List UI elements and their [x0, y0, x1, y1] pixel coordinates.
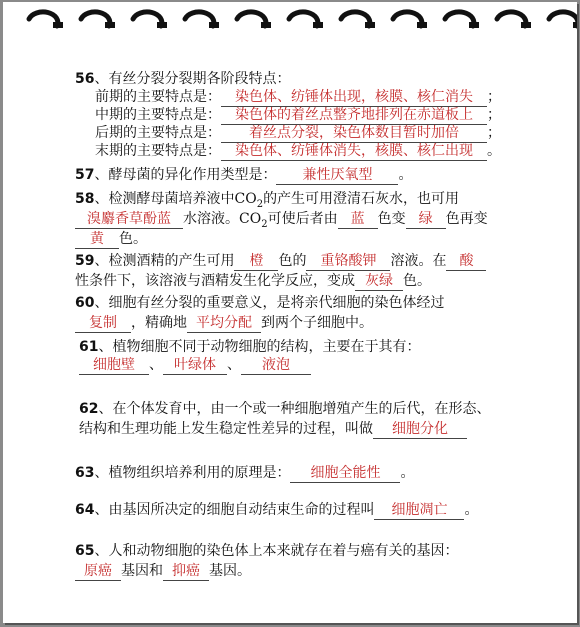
q59-line2: 性条件下，该溶液与酒精发生化学反应，变成 灰绿 色。: [75, 273, 431, 289]
q65-line1: 65、人和动物细胞的染色体上本来就存在着与癌有关的基因：: [75, 543, 459, 559]
binding-ring: [493, 6, 533, 32]
answer-q59-3: 酸: [446, 253, 486, 271]
binding-ring: [337, 6, 377, 32]
q58-line2: 溴麝香草酚蓝 水溶液。$CO_2$可使后者由 蓝 色变 绿 色再变: [75, 210, 488, 229]
binding-ring: [441, 6, 481, 32]
answer-q63: 细胞全能性: [290, 465, 400, 483]
answer-q61-3: 液泡: [241, 357, 311, 375]
answer-q60-2: 平均分配: [187, 315, 261, 333]
answer-q57: 兼性厌氧型: [276, 167, 398, 185]
answer-q58-1: 溴麝香草酚蓝: [75, 211, 183, 229]
answer-q60-1: 复制: [75, 315, 131, 333]
answer-q61-2: 叶绿体: [163, 357, 227, 375]
q56-telophase: 末期的主要特点是： 染色体、纺锤体消失，核膜、核仁出现 。: [95, 143, 501, 159]
q63: 63、植物组织培养利用的原理是： 细胞全能性 。: [75, 465, 415, 481]
binding-ring: [129, 6, 169, 32]
q56-anaphase: 后期的主要特点是： 着丝点分裂，染色体数目暂时加倍 ；: [95, 125, 501, 141]
answer-anaphase: 着丝点分裂，染色体数目暂时加倍: [221, 125, 487, 143]
binding-ring: [181, 6, 221, 32]
q56-prophase: 前期的主要特点是： 染色体、纺锤体出现，核膜、核仁消失 ；: [95, 89, 501, 105]
answer-q58-2: 蓝: [338, 211, 378, 229]
answer-metaphase: 染色体的着丝点整齐地排列在赤道板上: [221, 107, 487, 125]
binding-ring: [25, 6, 65, 32]
answer-q58-4: 黄: [75, 231, 119, 249]
answer-q59-2: 重铬酸钾: [306, 253, 390, 271]
q60-line1: 60、细胞有丝分裂的重要意义，是将亲代细胞的染色体经过: [75, 295, 445, 311]
q60-line2: 复制 ，精确地 平均分配 到两个子细胞中。: [75, 314, 373, 333]
answer-q61-1: 细胞壁: [79, 357, 149, 375]
answer-q62: 细胞分化: [373, 421, 467, 439]
q62-line1: 62、在个体发育中，由一个或一种细胞增殖产生的后代，在形态、: [79, 401, 491, 417]
answer-q58-3: 绿: [406, 211, 446, 229]
binding-ring: [233, 6, 273, 32]
answer-q65-1: 原癌: [75, 563, 121, 581]
answer-q59-4: 灰绿: [355, 273, 403, 291]
q56-title: 56、有丝分裂分裂期各阶段特点：: [75, 71, 291, 87]
q64: 64、由基因所决定的细胞自动结束生命的过程叫 细胞凋亡 。: [75, 502, 479, 518]
binding-ring: [285, 6, 325, 32]
q61-line1: 61、植物细胞不同于动物细胞的结构，主要在于其有：: [79, 339, 421, 355]
binding-ring: [389, 6, 429, 32]
answer-q59-1: 橙: [234, 253, 278, 271]
answer-q65-2: 抑癌: [163, 563, 209, 581]
q61-line2: 细胞壁 、 叶绿体 、 液泡: [79, 356, 311, 375]
binding-ring: [545, 6, 577, 32]
answer-q64: 细胞凋亡: [374, 502, 464, 520]
q62-line2: 结构和生理功能上发生稳定性差异的过程，叫做 细胞分化: [79, 420, 467, 439]
q59-line1: 59、检测酒精的产生可用 橙 色的 重铬酸钾 溶液。在 酸: [75, 252, 486, 271]
q58-line3: 黄 色。: [75, 230, 147, 249]
binding-ring: [77, 6, 117, 32]
worksheet-page: [3, 2, 577, 623]
answer-prophase: 染色体、纺锤体出现，核膜、核仁消失: [221, 89, 487, 107]
q57: 57、酵母菌的异化作用类型是： 兼性厌氧型 。: [75, 167, 413, 183]
q65-line2: 原癌 基因和 抑癌 基因。: [75, 562, 251, 581]
answer-telophase: 染色体、纺锤体消失，核膜、核仁出现: [221, 143, 487, 161]
q58-line1: 58、检测酵母菌培养液中$CO_2$的产生可用澄清石灰水，也可用: [75, 191, 460, 210]
q56-metaphase: 中期的主要特点是： 染色体的着丝点整齐地排列在赤道板上 ；: [95, 107, 501, 123]
